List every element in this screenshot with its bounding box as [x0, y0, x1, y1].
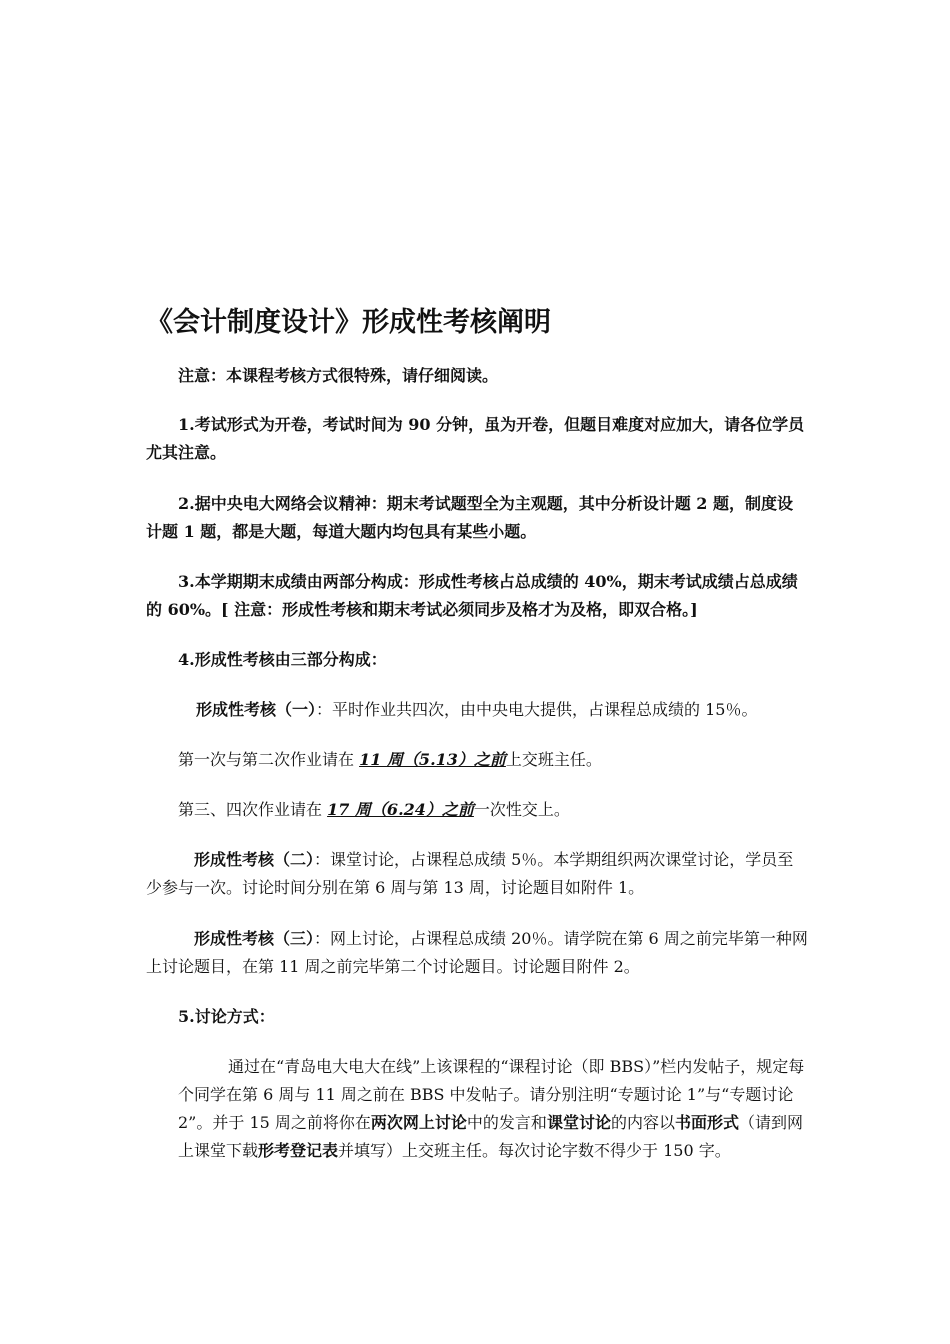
homework-3-4-suffix: 一次性交上。: [473, 800, 570, 819]
homework-1-2-prefix: 第一次与第二次作业请在: [178, 750, 360, 769]
assessment-part-3-text: ：网上讨论，占课程总成绩 20％。请学院在第 6 周之前完毕第一种网上讨论题目，在第 11 周之前完毕第二个讨论题目。讨论题目附件 2。: [146, 929, 808, 976]
method-text-3: 的内容以: [610, 1113, 675, 1132]
method-text-2: 中的发言和: [466, 1113, 547, 1132]
item-2: 2.据中央电大网络会议精神：期末考试题型全为主观题，其中分析设计题 2 题，制度设计题 1 题，都是大题，每道大题内均包具有某些小题。: [146, 494, 793, 541]
item-5: 5.讨论方式：: [178, 1007, 275, 1026]
assessment-part-2: [146, 846, 808, 902]
assessment-part-1: [196, 696, 757, 724]
homework-1-2-suffix: 上交班主任。: [505, 750, 602, 769]
notice-text: 注意：本课程考核方式很特殊，请仔细阅读。: [178, 366, 499, 385]
assessment-part-1-text: ：平时作业共四次，由中央电大提供，占课程总成绩的 15％。: [316, 700, 758, 719]
assessment-part-2-label: 形成性考核（二）: [194, 850, 315, 869]
homework-3-4-prefix: 第三、四次作业请在: [178, 800, 328, 819]
homework-1-2-date: 11 周（5.13）之前: [359, 750, 506, 769]
item-3: 3.本学期期末成绩由两部分构成：形成性考核占总成绩的 40%，期末考试成绩占总成绩的 60%。[ 注意：形成性考核和期末考试必须同步及格才为及格，即双合格。]: [146, 572, 798, 619]
method-bold-online: 两次网上讨论: [370, 1113, 467, 1132]
assessment-part-2-text: ：课堂讨论，占课程总成绩 5％。本学期组织两次课堂讨论，学员至少参与一次。讨论时间分别在第 6 周与第 13 周，讨论题目如附件 1。: [146, 850, 794, 897]
method-bold-written: 书面形式: [674, 1113, 739, 1132]
method-text-4: （请到网上课堂下载: [178, 1113, 803, 1160]
document-title: 《会计制度设计》形成性考核阐明: [146, 307, 551, 338]
method-bold-form: 形考登记表: [258, 1141, 339, 1160]
assessment-part-1-label: 形成性考核（一）: [196, 700, 317, 719]
homework-1-2-deadline: [178, 746, 602, 774]
homework-3-4-date: 17 周（6.24）之前: [327, 800, 474, 819]
assessment-part-3: [146, 925, 808, 981]
assessment-part-3-label: 形成性考核（三）: [194, 929, 315, 948]
method-text-5: 并填写）上交班主任。每次讨论字数不得少于 150 字。: [338, 1141, 731, 1160]
discussion-method: [178, 1053, 810, 1165]
item-4: 4.形成性考核由三部分构成：: [178, 650, 387, 669]
item-1: 1.考试形式为开卷，考试时间为 90 分钟，虽为开卷，但题目难度对应加大，请各位学员尤其注意。: [146, 415, 805, 462]
method-text-1: 通过在“青岛电大电大在线”上该课程的“课程讨论（即 BBS）”栏内发帖子，规定每个同学在第 6 周与 11 周之前在 BBS 中发帖子。请分别注明“专题讨论 1”与“专题讨论 2”。并于 15 周之前将你在: [178, 1057, 805, 1132]
method-bold-class: 课堂讨论: [546, 1113, 611, 1132]
homework-3-4-deadline: [178, 796, 570, 824]
